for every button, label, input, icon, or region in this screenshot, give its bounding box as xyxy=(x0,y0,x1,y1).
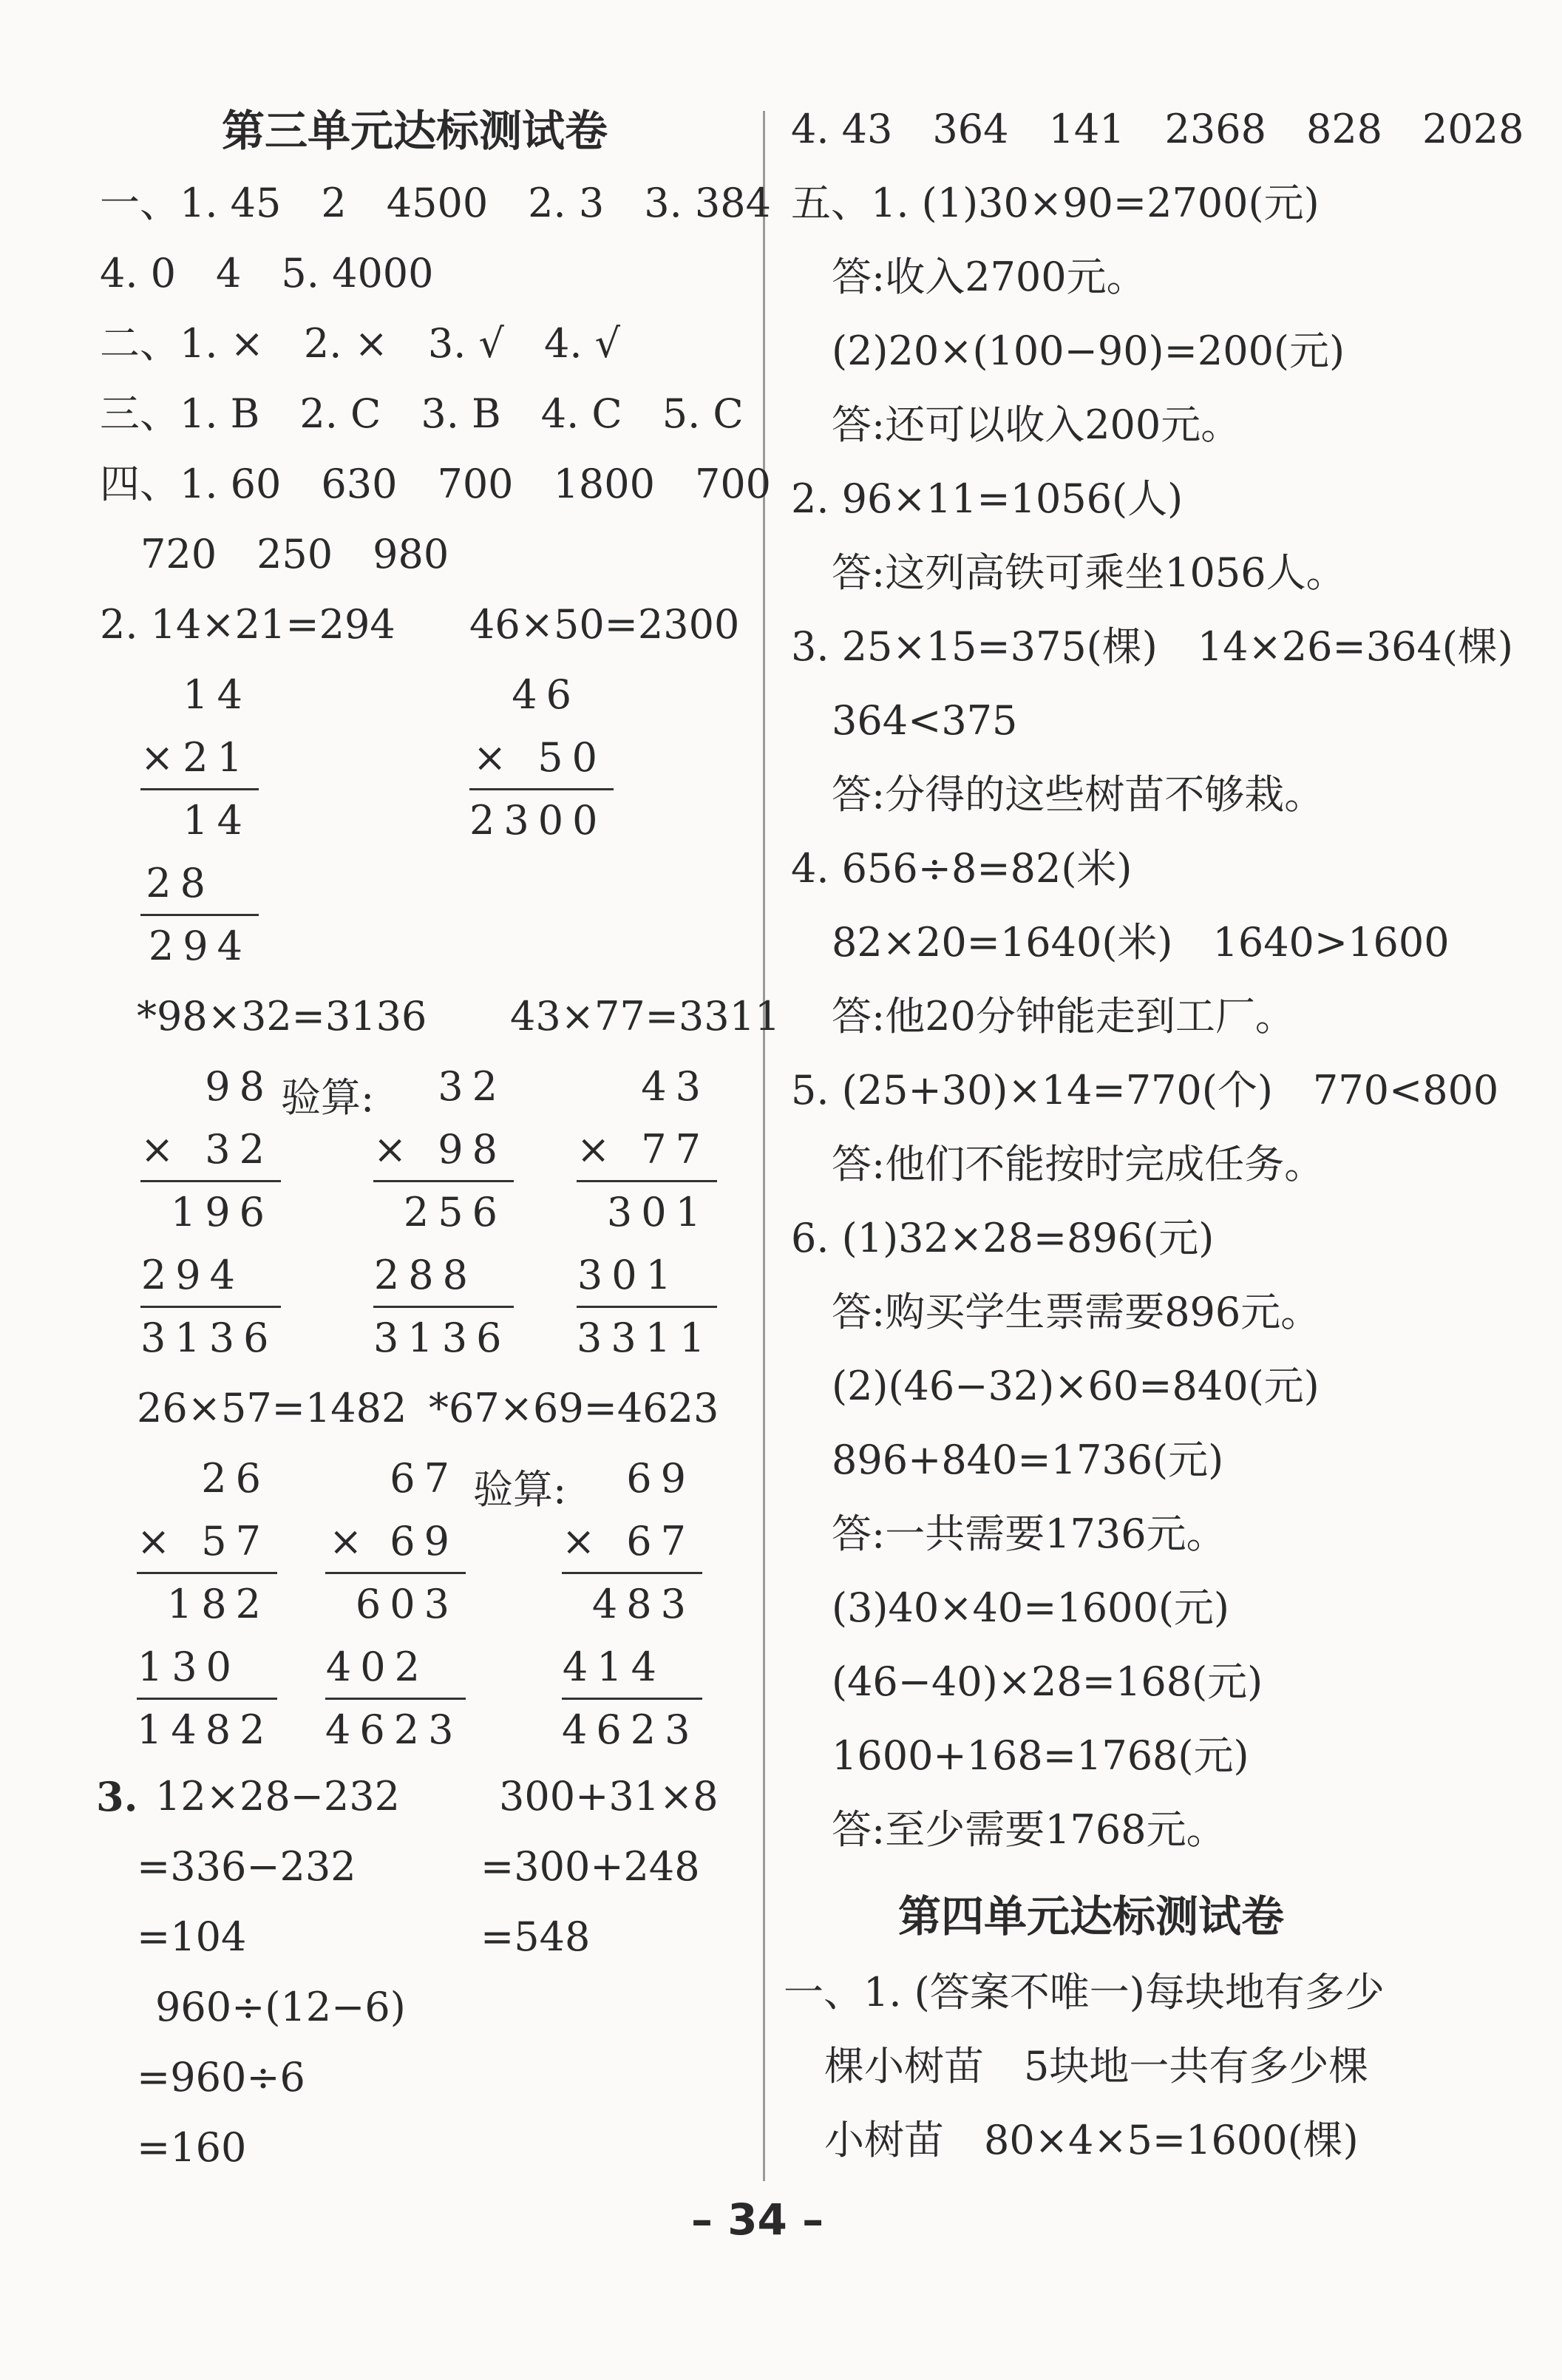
answer-line: 二、1. × 2. × 3. √ 4. √ xyxy=(100,320,621,367)
times-sign: × xyxy=(373,1126,407,1173)
answer-line: 答:他20分钟能走到工厂。 xyxy=(832,993,1295,1040)
vm-row: 402 xyxy=(325,1644,429,1690)
section-title: 第三单元达标测试卷 xyxy=(222,106,608,156)
vm-rule xyxy=(140,788,259,790)
equation-line: =960÷6 xyxy=(137,2054,305,2101)
vm-row: 50 xyxy=(537,734,606,781)
vm-row: 182 xyxy=(166,1581,270,1627)
vm-row: 28 xyxy=(146,860,214,906)
vm-row: 26 xyxy=(201,1455,270,1502)
vm-row: 57 xyxy=(201,1518,270,1564)
answer-line: 五、1. (1)30×90=2700(元) xyxy=(791,180,1320,226)
answer-line: 5. (25+30)×14=770(个) 770<800 xyxy=(791,1067,1499,1113)
vm-row: 69 xyxy=(390,1518,458,1564)
vm-row: 294 xyxy=(140,1252,244,1298)
column-divider xyxy=(763,111,765,2181)
vm-row: 4623 xyxy=(325,1706,463,1753)
equation-line: 26×57=1482 xyxy=(137,1385,407,1431)
equation-line: 960÷(12−6) xyxy=(155,1984,406,2030)
equation-line: =336−232 xyxy=(137,1843,356,1890)
equation-line: 300+31×8 xyxy=(499,1773,719,1820)
vm-rule xyxy=(469,788,614,790)
times-sign: × xyxy=(140,1126,174,1173)
vm-row: 4623 xyxy=(562,1706,699,1753)
vm-rule xyxy=(562,1698,702,1700)
vm-row: 69 xyxy=(626,1455,695,1502)
vm-rule xyxy=(137,1698,277,1700)
answer-line: 小树苗 80×4×5=1600(棵) xyxy=(824,2117,1359,2163)
equation-line: 12×28−232 xyxy=(155,1773,400,1820)
answer-line: 4. 43 364 141 2368 828 2028 xyxy=(791,106,1524,152)
times-sign: × xyxy=(473,734,507,781)
vm-rule xyxy=(577,1306,717,1308)
vm-row: 67 xyxy=(626,1518,695,1564)
vm-row: 98 xyxy=(438,1126,506,1173)
page-number: – 34 – xyxy=(691,2194,824,2245)
vm-row: 301 xyxy=(606,1189,710,1235)
answer-line: (46−40)×28=168(元) xyxy=(832,1658,1263,1705)
times-sign: × xyxy=(577,1126,611,1173)
answer-line: 答:他们不能按时完成任务。 xyxy=(832,1141,1325,1187)
check-label: 验算: xyxy=(473,1466,567,1513)
vm-rule xyxy=(562,1572,702,1574)
vm-row: 77 xyxy=(641,1126,710,1173)
vm-row: 603 xyxy=(355,1581,458,1627)
answer-line: 一、1. 45 2 4500 2. 3 3. 384 xyxy=(100,180,771,226)
answer-line: 4. 656÷8=82(米) xyxy=(791,845,1133,892)
vm-rule xyxy=(137,1572,277,1574)
answer-line: 3. 25×15=375(棵) 14×26=364(棵) xyxy=(791,623,1513,670)
equation-line: =104 xyxy=(137,1913,247,1960)
answer-line: 答:购买学生票需要896元。 xyxy=(832,1289,1321,1335)
answer-line: 82×20=1640(米) 1640>1600 xyxy=(832,919,1450,966)
equation-line: *67×69=4623 xyxy=(429,1385,719,1431)
answer-line: 一、1. (答案不唯一)每块地有多少 xyxy=(784,1969,1385,2015)
vm-row: 256 xyxy=(403,1189,506,1235)
vm-row: 43 xyxy=(641,1063,710,1110)
answer-line: (2)(46−32)×60=840(元) xyxy=(832,1363,1320,1409)
answer-line: 6. (1)32×28=896(元) xyxy=(791,1215,1215,1261)
answer-line: 答:分得的这些树苗不够栽。 xyxy=(832,771,1325,818)
answer-line: 四、1. 60 630 700 1800 700 xyxy=(100,461,772,507)
vm-row: 301 xyxy=(577,1252,680,1298)
vm-row: 414 xyxy=(562,1644,665,1690)
answer-line: 896+840=1736(元) xyxy=(832,1437,1224,1483)
vm-rule xyxy=(373,1180,514,1182)
vm-row: 14 xyxy=(183,797,251,844)
answer-line: 4. 0 4 5. 4000 xyxy=(100,250,434,296)
vm-rule xyxy=(140,914,259,916)
vm-rule xyxy=(140,1306,281,1308)
vm-row: 32 xyxy=(438,1063,506,1110)
answer-line: 答:一共需要1736元。 xyxy=(832,1511,1226,1557)
vm-row: 2300 xyxy=(469,797,607,844)
vm-row: 3136 xyxy=(373,1315,511,1361)
answer-line: 答:至少需要1768元。 xyxy=(832,1806,1226,1853)
answer-line: 364<375 xyxy=(832,697,1018,744)
vm-row: 46 xyxy=(512,671,580,718)
answer-line: 答:还可以收入200元。 xyxy=(832,401,1241,448)
vm-row: 67 xyxy=(390,1455,458,1502)
vm-row: 32 xyxy=(205,1126,274,1173)
times-sign: × xyxy=(140,734,174,781)
section-title: 第四单元达标测试卷 xyxy=(898,1891,1285,1942)
answer-line: 1600+168=1768(元) xyxy=(832,1732,1249,1779)
vm-rule xyxy=(140,1180,281,1182)
vm-row: 294 xyxy=(148,923,251,969)
vm-row: 288 xyxy=(373,1252,477,1298)
times-sign: × xyxy=(562,1518,596,1564)
vm-row: 98 xyxy=(205,1063,274,1110)
vm-row: 1482 xyxy=(137,1706,274,1753)
check-label: 验算: xyxy=(281,1074,375,1121)
equation-line: *98×32=3136 xyxy=(137,993,427,1040)
times-sign: × xyxy=(137,1518,171,1564)
answer-line: 720 250 980 xyxy=(140,531,449,577)
equation-line: =548 xyxy=(481,1913,591,1960)
equation-line: 2. 14×21=294 xyxy=(100,601,395,648)
times-sign: × xyxy=(329,1518,363,1564)
equation-line: 43×77=3311 xyxy=(510,993,781,1040)
answer-line: 答:这列高铁可乘坐1056人。 xyxy=(832,549,1346,596)
vm-rule xyxy=(373,1306,514,1308)
equation-line: =160 xyxy=(137,2124,247,2171)
question-number: 3. xyxy=(96,1773,138,1820)
vm-row: 14 xyxy=(183,671,251,718)
vm-row: 130 xyxy=(137,1644,240,1690)
vm-row: 196 xyxy=(170,1189,274,1235)
answer-line: 棵小树苗 5块地一共有多少棵 xyxy=(824,2043,1369,2089)
vm-row: 3311 xyxy=(577,1315,714,1361)
vm-rule xyxy=(325,1572,466,1574)
vm-row: 3136 xyxy=(140,1315,278,1361)
answer-line: (3)40×40=1600(元) xyxy=(832,1584,1229,1631)
vm-rule xyxy=(325,1698,466,1700)
vm-rule xyxy=(577,1180,717,1182)
answer-line: 三、1. B 2. C 3. B 4. C 5. C xyxy=(100,390,744,437)
equation-line: 46×50=2300 xyxy=(469,601,740,648)
answer-line: (2)20×(100−90)=200(元) xyxy=(832,328,1345,374)
answer-line: 答:收入2700元。 xyxy=(832,254,1147,300)
equation-line: =300+248 xyxy=(481,1843,700,1890)
answer-line: 2. 96×11=1056(人) xyxy=(791,475,1184,522)
vm-row: 483 xyxy=(591,1581,695,1627)
vm-row: 21 xyxy=(183,734,251,781)
